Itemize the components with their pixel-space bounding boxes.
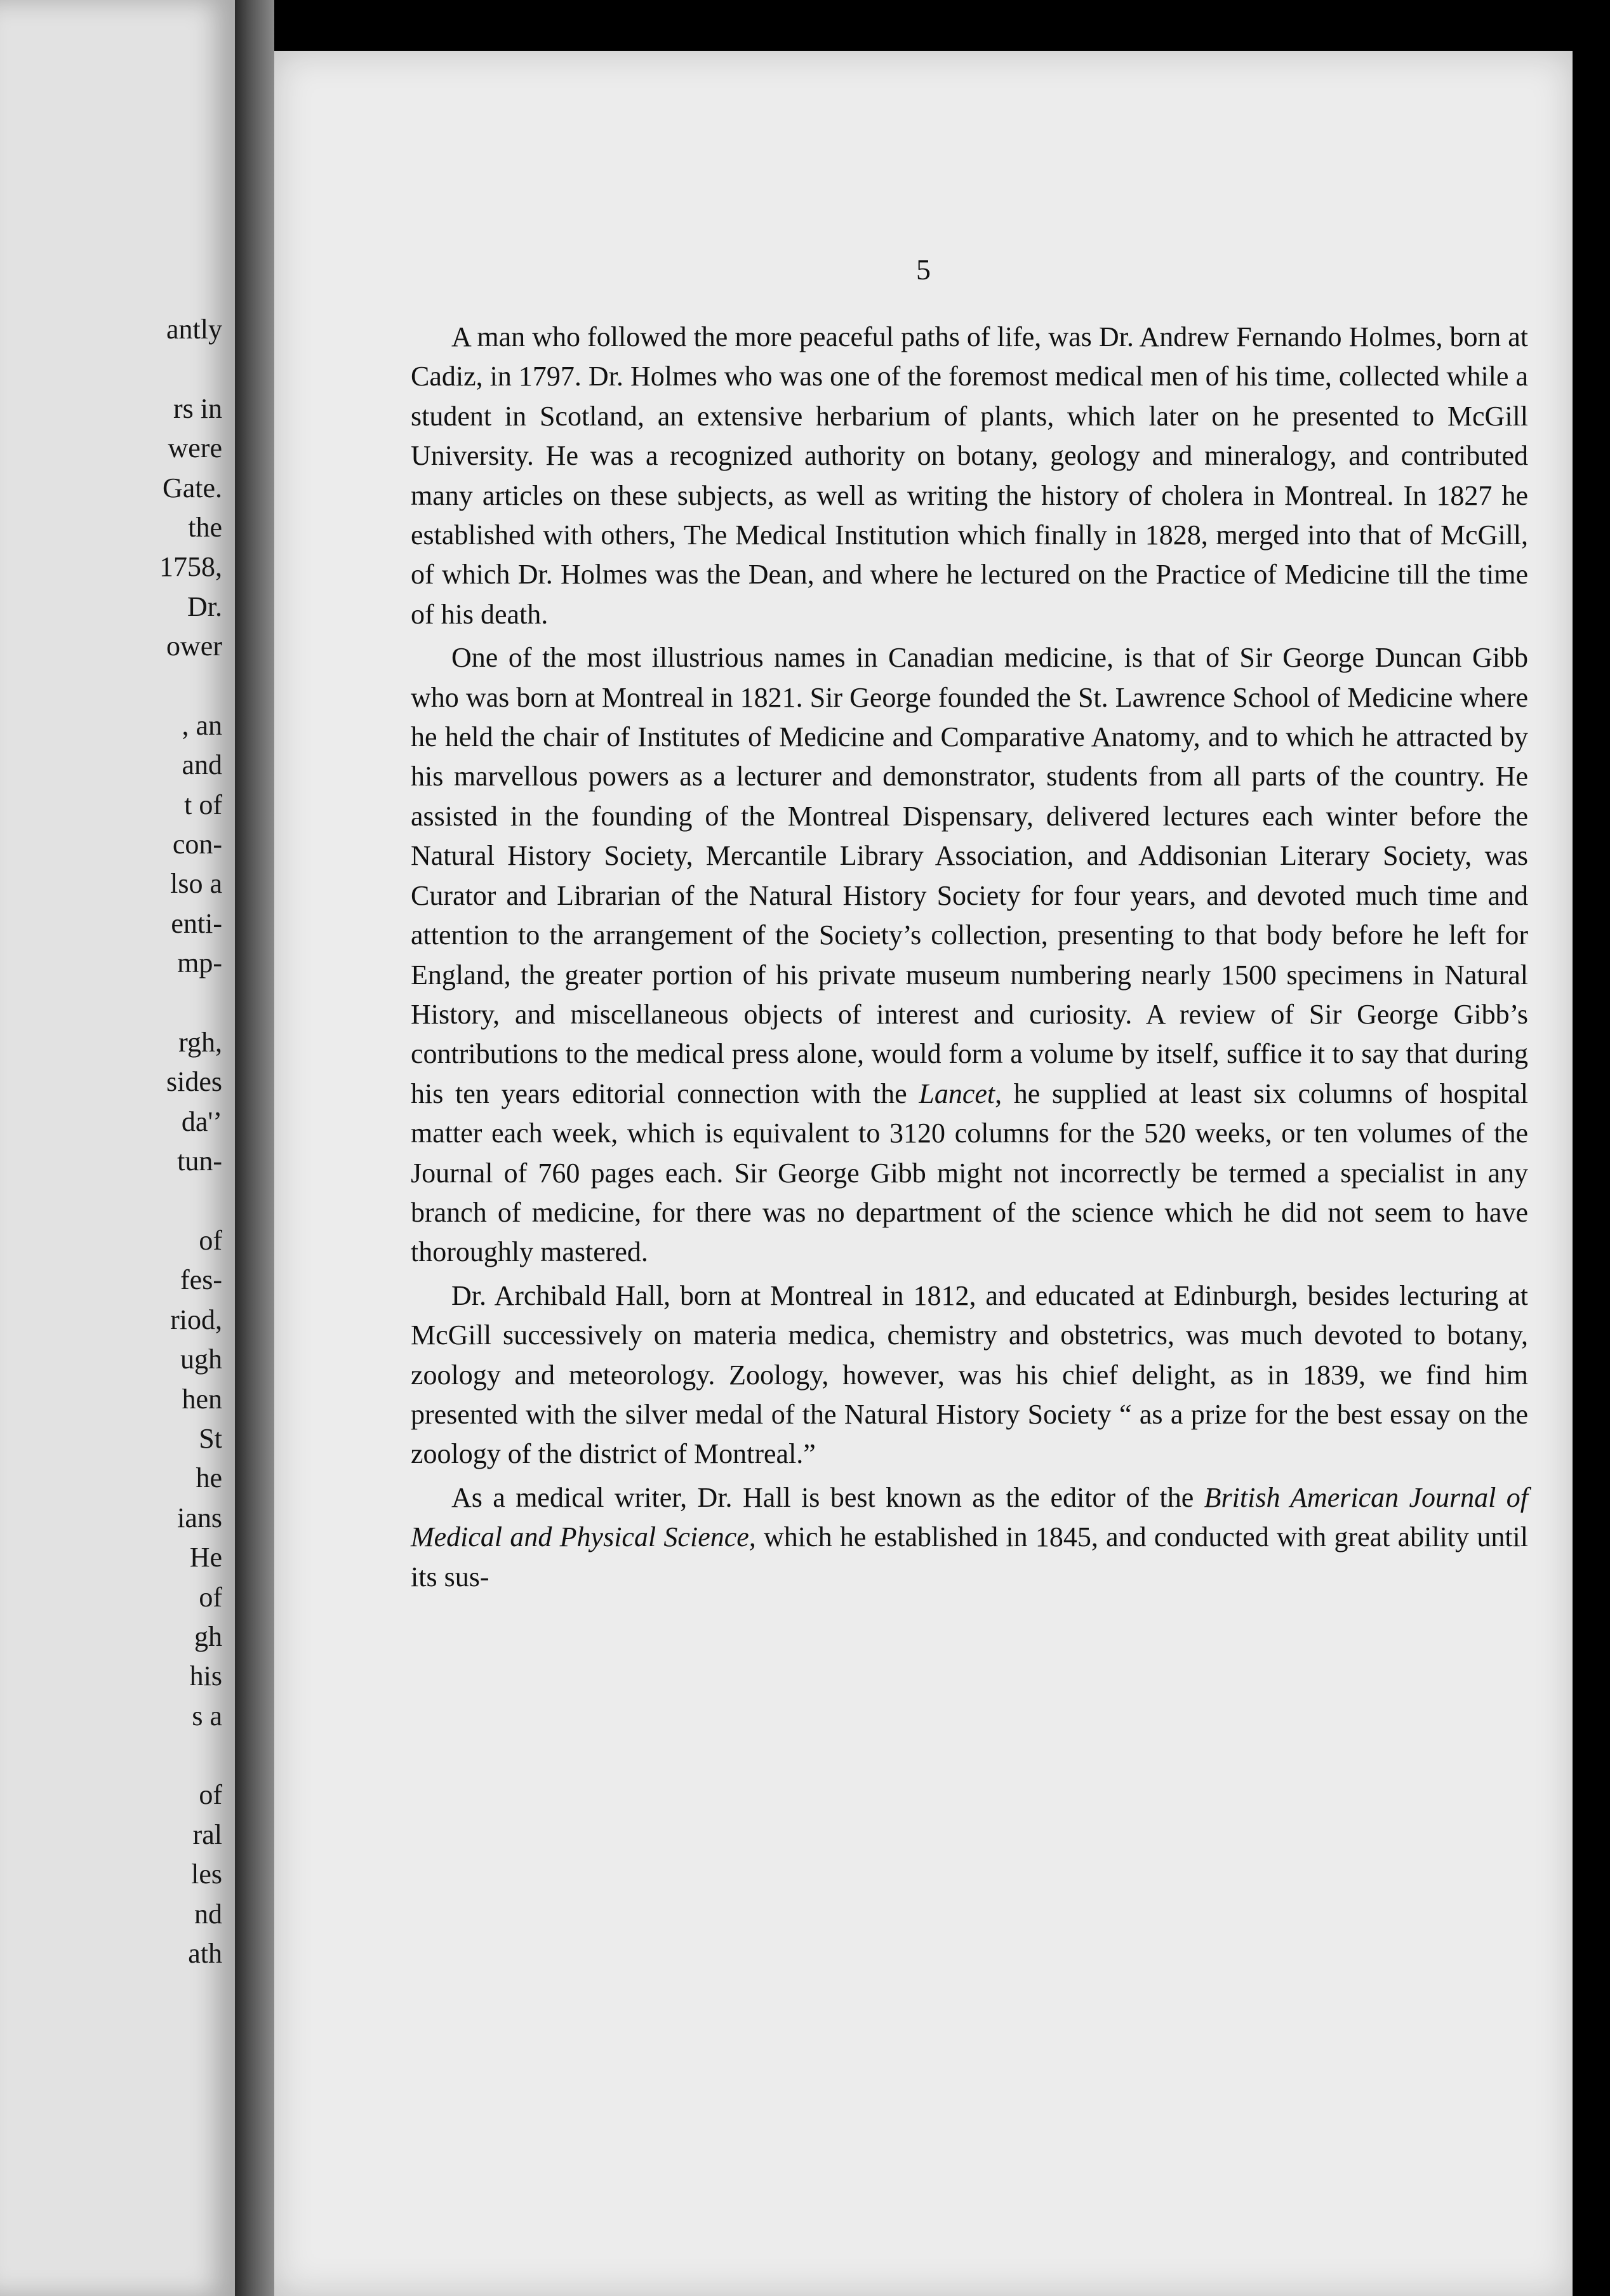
scan-right-border xyxy=(1573,0,1610,2296)
previous-page-fragment: he xyxy=(196,1462,222,1494)
previous-page-fragment: fes- xyxy=(180,1264,222,1296)
journal-title: British American Journal of Medical and Physical Science, xyxy=(411,1481,1528,1553)
previous-page-fragment: rgh, xyxy=(178,1027,222,1058)
previous-page-fragment: ath xyxy=(188,1938,222,1970)
previous-page-fragment: sides xyxy=(166,1066,222,1098)
previous-page-edge xyxy=(0,0,235,2296)
previous-page-fragment xyxy=(146,984,222,1023)
previous-page-fragment: St xyxy=(199,1422,222,1454)
previous-page-fragment xyxy=(146,349,222,389)
previous-page-fragment: , an xyxy=(182,709,222,741)
previous-page-fragment xyxy=(146,667,222,706)
previous-page-line-fragments xyxy=(146,310,222,1973)
page-number: 5 xyxy=(916,253,931,286)
previous-page-fragment: ral xyxy=(192,1819,222,1850)
previous-page-fragment: nd xyxy=(194,1898,222,1930)
page-body-text xyxy=(411,317,1528,1601)
previous-page-fragment: Dr. xyxy=(187,591,222,622)
previous-page-fragment: t of xyxy=(184,789,222,820)
previous-page-fragment: He xyxy=(189,1542,222,1573)
book-gutter xyxy=(235,0,274,2296)
paragraph-holmes: A man who followed the more peaceful paths of life, was Dr. Andrew Fernando Holmes, born at Cadiz, in 1797. Dr. Holmes who was one of the foremost medical men of his time, collected while a student in Scotland, an extensive herbarium of plants, which later on he presented to McGill University. He was a recognized authority on botany, geology and mineralogy, and contributed many articles on these subjects, as well as writing the history of cholera in Montreal. In 1827 he established with others, The Medical Institution which finally in 1828, merged into that of McGill, of which Dr. Holmes was the Dean, and where he lectured on the Practice of Medicine till the time of his death. xyxy=(411,321,1528,630)
previous-page-fragment: riod, xyxy=(170,1304,222,1335)
previous-page-fragment: les xyxy=(191,1859,222,1890)
previous-page-fragment: ower xyxy=(166,631,222,662)
paragraph-gibb xyxy=(411,638,1528,1272)
previous-page-fragment: da'’ xyxy=(181,1105,222,1137)
previous-page-fragment: the xyxy=(188,511,222,543)
previous-page-fragment: con- xyxy=(172,829,222,860)
previous-page-fragment: were xyxy=(168,432,222,464)
previous-page-fragment: rs in xyxy=(173,392,222,424)
previous-page-fragment xyxy=(146,1182,222,1221)
previous-page-fragment: of xyxy=(199,1224,222,1256)
lancet-title: Lancet xyxy=(919,1078,995,1109)
paragraph-gibb-part-1: One of the most illustrious names in Canadian medicine, is that of Sir George Duncan Gibb who was born at Montreal in 1821. Sir George founded the St. Lawrence School of Medicine where he held the chair of Institutes of Medicine and Comparative Anatomy, and to which he attracted by his marvellous powers as a lecturer and demonstrator, students from all parts of the country. He assisted in the founding of the Montreal Dispensary, delivered lectures each winter before the Natural History Society, Mercantile Library Association, and Addisonian Literary Society, was Curator and Librarian of the Natural History Society for four years, and devoted much time and attention to the arrangement of the Society’s collection, presenting to that body before he left for England, the greater portion of his private museum numbering nearly 1500 specimens in Natural History, and miscellaneous objects of interest and curiosity. A review of Sir George Gibb’s contributions to the medical press alone, would form a volume by itself, suffice it to say that during his ten years editorial connection with the xyxy=(411,642,1528,1109)
previous-page-fragment: Gate. xyxy=(162,472,222,504)
paragraph-hall-writer xyxy=(411,1478,1528,1597)
previous-page-fragment: s a xyxy=(192,1700,222,1732)
previous-page-fragment: ugh xyxy=(180,1344,222,1375)
previous-page-fragment: tun- xyxy=(177,1145,222,1177)
previous-page-fragment: of xyxy=(199,1581,222,1613)
previous-page-fragment: enti- xyxy=(171,907,222,939)
paragraph-hall-writer-part-1: As a medical writer, Dr. Hall is best known as the editor of the xyxy=(451,1481,1204,1513)
previous-page-fragment: antly xyxy=(166,314,222,345)
book-page xyxy=(274,51,1573,2296)
previous-page-fragment xyxy=(146,1736,222,1775)
previous-page-fragment: hen xyxy=(182,1383,222,1415)
previous-page-fragment: lso a xyxy=(170,868,222,900)
previous-page-fragment: his xyxy=(189,1660,222,1692)
previous-page-fragment: and xyxy=(182,749,222,781)
previous-page-fragment: ians xyxy=(177,1502,222,1533)
paragraph-hall: Dr. Archibald Hall, born at Montreal in 1812, and educated at Edinburgh, besides lecturing at McGill successively on materia medica, chemistry and obstetrics, was much devoted to botany, zoology and meteorology. Zoology, however, was his chief delight, as in 1839, we find him presented with the silver medal of the Natural History Society “ as a prize for the best essay on the zoology of the district of Montreal.” xyxy=(411,1279,1528,1470)
previous-page-fragment: mp- xyxy=(177,947,222,979)
previous-page-fragment: of xyxy=(199,1779,222,1811)
previous-page-fragment: gh xyxy=(194,1620,222,1652)
paragraph-hall-writer-part-2: which he established in 1845, and conducted with great ability until its sus- xyxy=(411,1521,1528,1592)
paragraph-gibb-part-2: , he supplied at least six columns of hospital matter each week, which is equivalent to 3120 columns for the 520 weeks, or ten volumes of the Journal of 760 pages each. Sir George Gibb might not incorrectly be termed a specialist in any branch of medicine, for there was no department of the science which he did not seem to have thoroughly mastered. xyxy=(411,1078,1529,1268)
previous-page-fragment: 1758, xyxy=(159,551,222,583)
